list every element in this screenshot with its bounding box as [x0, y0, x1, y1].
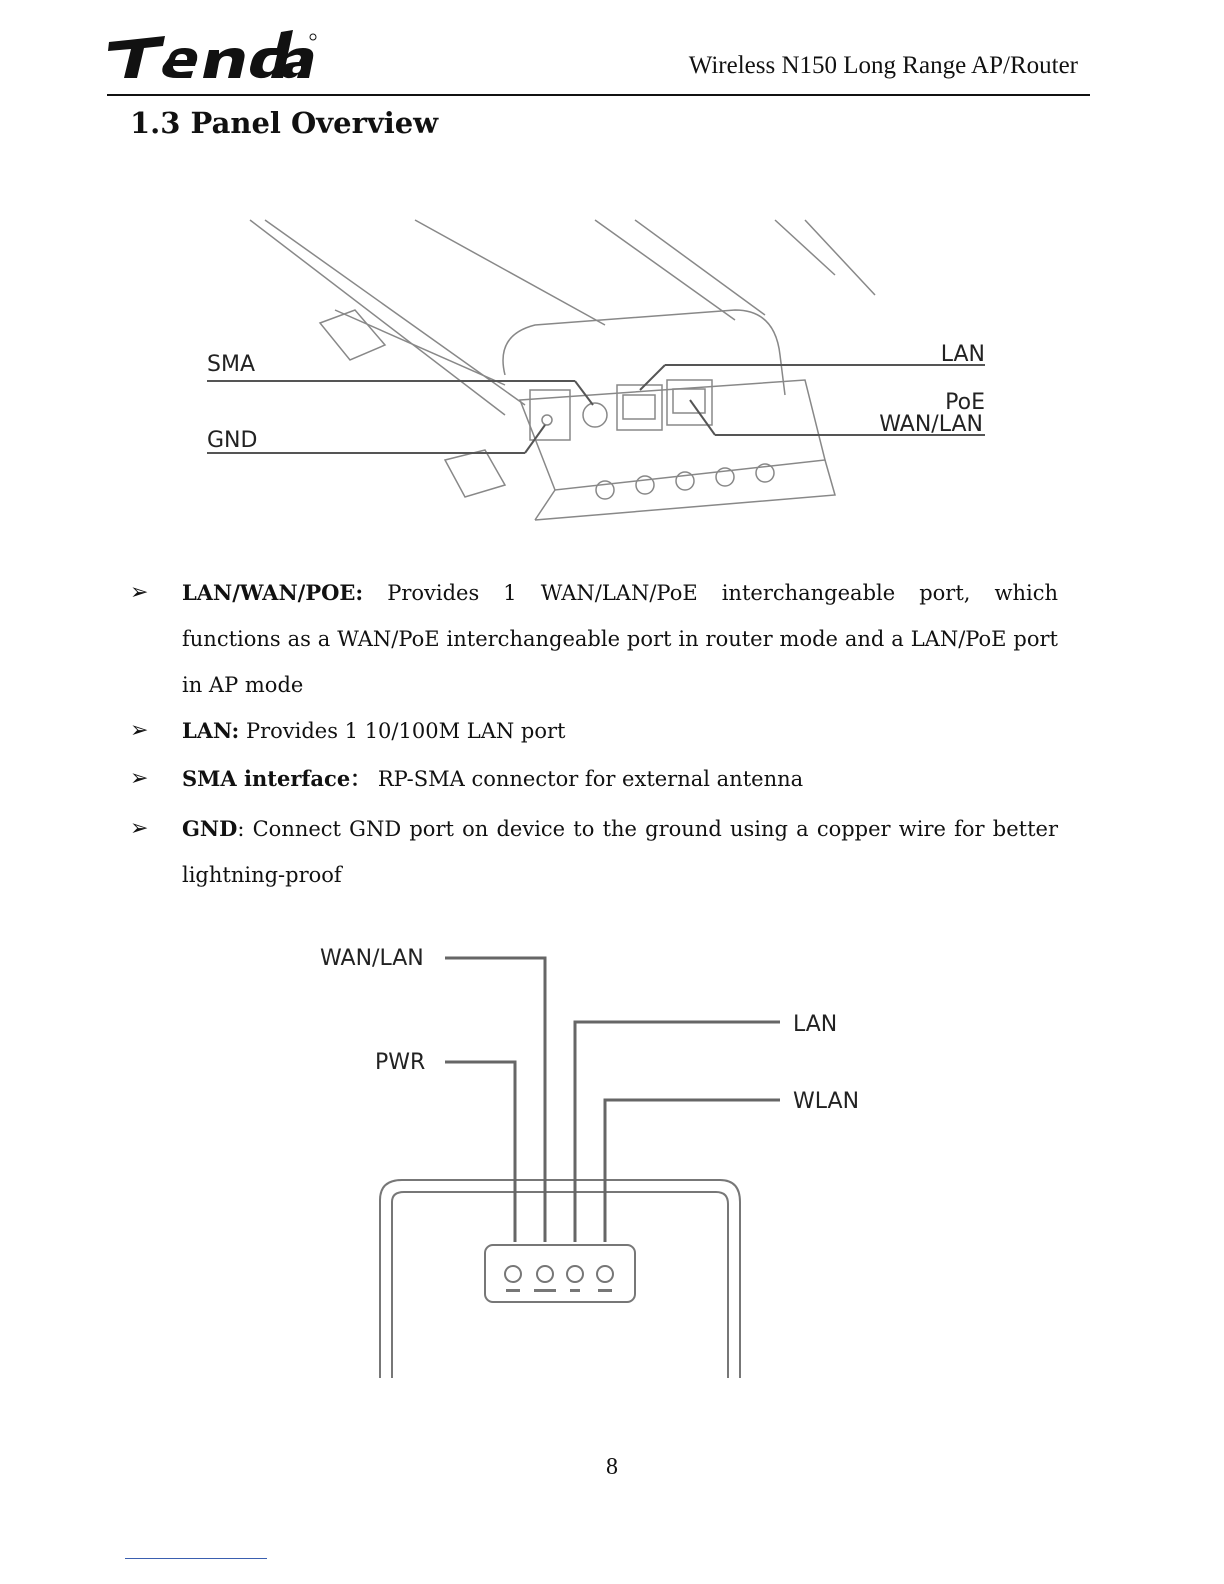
led-indicator-figure — [320, 940, 875, 1380]
section-title: 1.3 Panel Overview — [130, 106, 439, 140]
footnote-rule — [125, 1558, 267, 1559]
list-item — [130, 806, 1058, 898]
fig1-label-wan-lan: WAN/LAN — [879, 412, 983, 437]
arrow-bullet-icon: ➢ — [130, 766, 149, 791]
fig2-label-pwr: PWR — [375, 1050, 426, 1075]
list-item-term: GND — [182, 816, 238, 841]
list-item — [130, 570, 1058, 708]
fig1-label-lan: LAN — [940, 342, 985, 367]
tenda-logo — [107, 30, 317, 80]
list-item-text: Provides 1 WAN/LAN/PoE interchangeable port, which functions as a WAN/PoE interchangeable port in router mode and a LAN/PoE port in AP mode — [182, 581, 1058, 697]
list-item-term: SMA interface： — [182, 766, 372, 791]
header-title: Wireless N150 Long Range AP/Router — [688, 52, 1078, 79]
list-item — [130, 756, 1058, 802]
fig1-label-gnd: GND — [207, 428, 258, 453]
list-item — [130, 708, 1058, 754]
fig2-label-wan-lan: WAN/LAN — [320, 946, 424, 971]
list-item-text: : Connect GND port on device to the ground using a copper wire for better lightning-proof — [182, 817, 1058, 887]
feature-list — [130, 570, 1058, 898]
list-item-text: RP-SMA connector for external antenna — [371, 767, 804, 791]
arrow-bullet-icon: ➢ — [130, 580, 149, 605]
list-item-text: Provides 1 10/100M LAN port — [239, 719, 566, 743]
list-item-term: LAN: — [182, 718, 240, 743]
list-item-term: LAN/WAN/POE: — [182, 580, 364, 605]
header-rule — [107, 94, 1090, 96]
fig1-label-sma: SMA — [207, 352, 255, 377]
fig1-label-poe: PoE — [945, 390, 985, 415]
page-number: 8 — [606, 1454, 618, 1480]
fig2-label-wlan: WLAN — [793, 1089, 860, 1114]
arrow-bullet-icon: ➢ — [130, 816, 149, 841]
arrow-bullet-icon: ➢ — [130, 718, 149, 743]
fig2-label-lan: LAN — [793, 1012, 838, 1037]
panel-overview-figure — [175, 215, 1015, 555]
